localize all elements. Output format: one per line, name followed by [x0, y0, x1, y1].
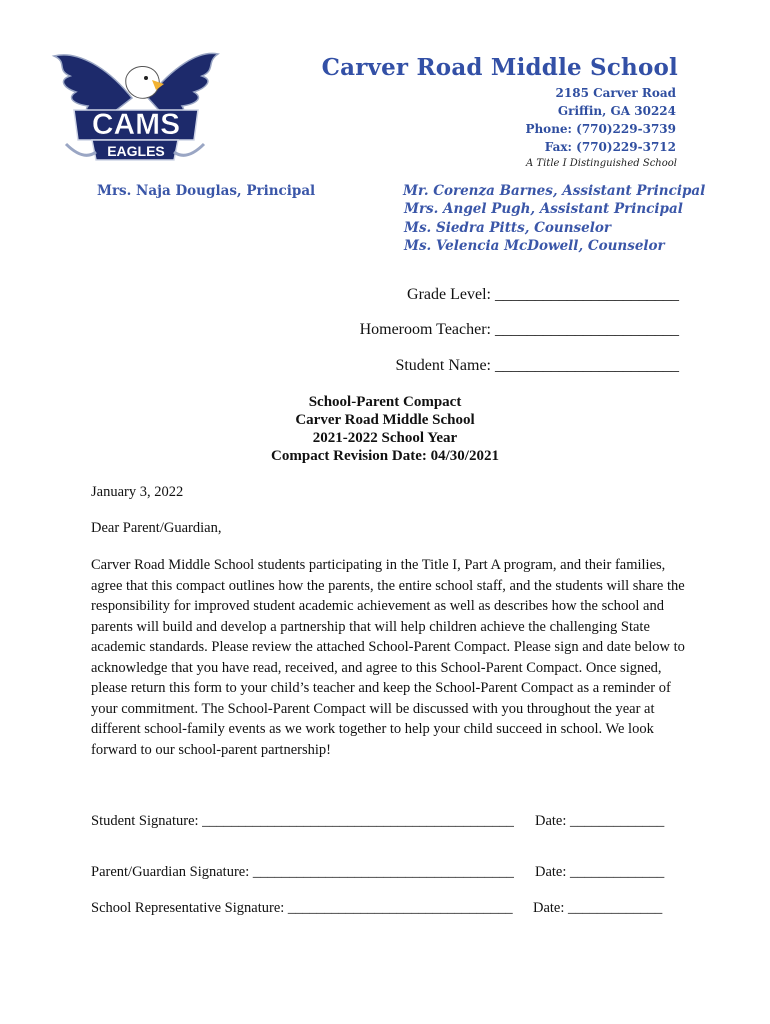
compact-revision-date: Compact Revision Date: 04/30/2021	[271, 448, 499, 464]
parent-date-field[interactable]: Date: _____________	[535, 864, 665, 880]
logo-text-cams: CAMS	[91, 108, 181, 141]
student-date-field[interactable]: Date: _____________	[535, 813, 665, 829]
letter-date: January 3, 2022	[91, 484, 184, 500]
address-line-2: Griffin, GA 30224	[557, 104, 676, 118]
letter-greeting: Dear Parent/Guardian,	[91, 520, 222, 536]
school-rep-date-field[interactable]: Date: _____________	[533, 900, 663, 916]
student-signature-field[interactable]: Student Signature: ___________________________________________	[91, 813, 514, 829]
school-rep-signature-field[interactable]: School Representative Signature: _______________________________	[91, 900, 513, 916]
principal-name: Mrs. Naja Douglas, Principal	[97, 183, 316, 199]
staff-counselor-2: Ms. Velencia McDowell, Counselor	[404, 238, 665, 254]
title-i-distinction: A Title I Distinguished School	[526, 158, 677, 169]
compact-title: School-Parent Compact	[308, 394, 462, 410]
parent-signature-field[interactable]: Parent/Guardian Signature: ____________________________________	[91, 864, 514, 880]
phone-number: Phone: (770)229-3739	[525, 122, 676, 136]
homeroom-teacher-field[interactable]: Homeroom Teacher: _______________________	[359, 321, 679, 338]
student-name-field[interactable]: Student Name: _______________________	[395, 357, 679, 374]
letter-body: Carver Road Middle School students participating in the Title I, Part A program, and their families, agree that this compact outlines how the parents, the entire school staff, and the students will share the responsibility for improved student academic achievement as well as describes how the school and parents will build and develop a partnership that will help children achieve the challenging State academic standards. Please review the attached School-Parent Compact. Please sign and date below to acknowledge that you have read, received, and agree to this School-Parent Compact. Once signed, please return this form to your child’s teacher and keep the School-Parent Compact as a reminder of your commitment. The School-Parent Compact will be discussed with you throughout the year at different school-family events as we work together to help your child succeed in school. We look forward to our school-parent partnership!	[91, 557, 685, 758]
fax-number: Fax: (770)229-3712	[544, 140, 676, 154]
address-line-1: 2185 Carver Road	[555, 86, 676, 100]
school-logo	[48, 48, 220, 172]
staff-assistant-principal-2: Mrs. Angel Pugh, Assistant Principal	[404, 201, 683, 217]
compact-school: Carver Road Middle School	[295, 412, 475, 428]
logo-text-eagles: EAGLES	[107, 143, 165, 159]
grade-level-field[interactable]: Grade Level: _______________________	[407, 286, 679, 303]
school-name: Carver Road Middle School	[321, 54, 678, 81]
compact-heading	[0, 393, 770, 465]
staff-counselor-1: Ms. Siedra Pitts, Counselor	[404, 220, 611, 236]
compact-year: 2021-2022 School Year	[312, 430, 458, 446]
staff-assistant-principal-1: Mr. Corenza Barnes, Assistant Principal	[403, 183, 706, 199]
